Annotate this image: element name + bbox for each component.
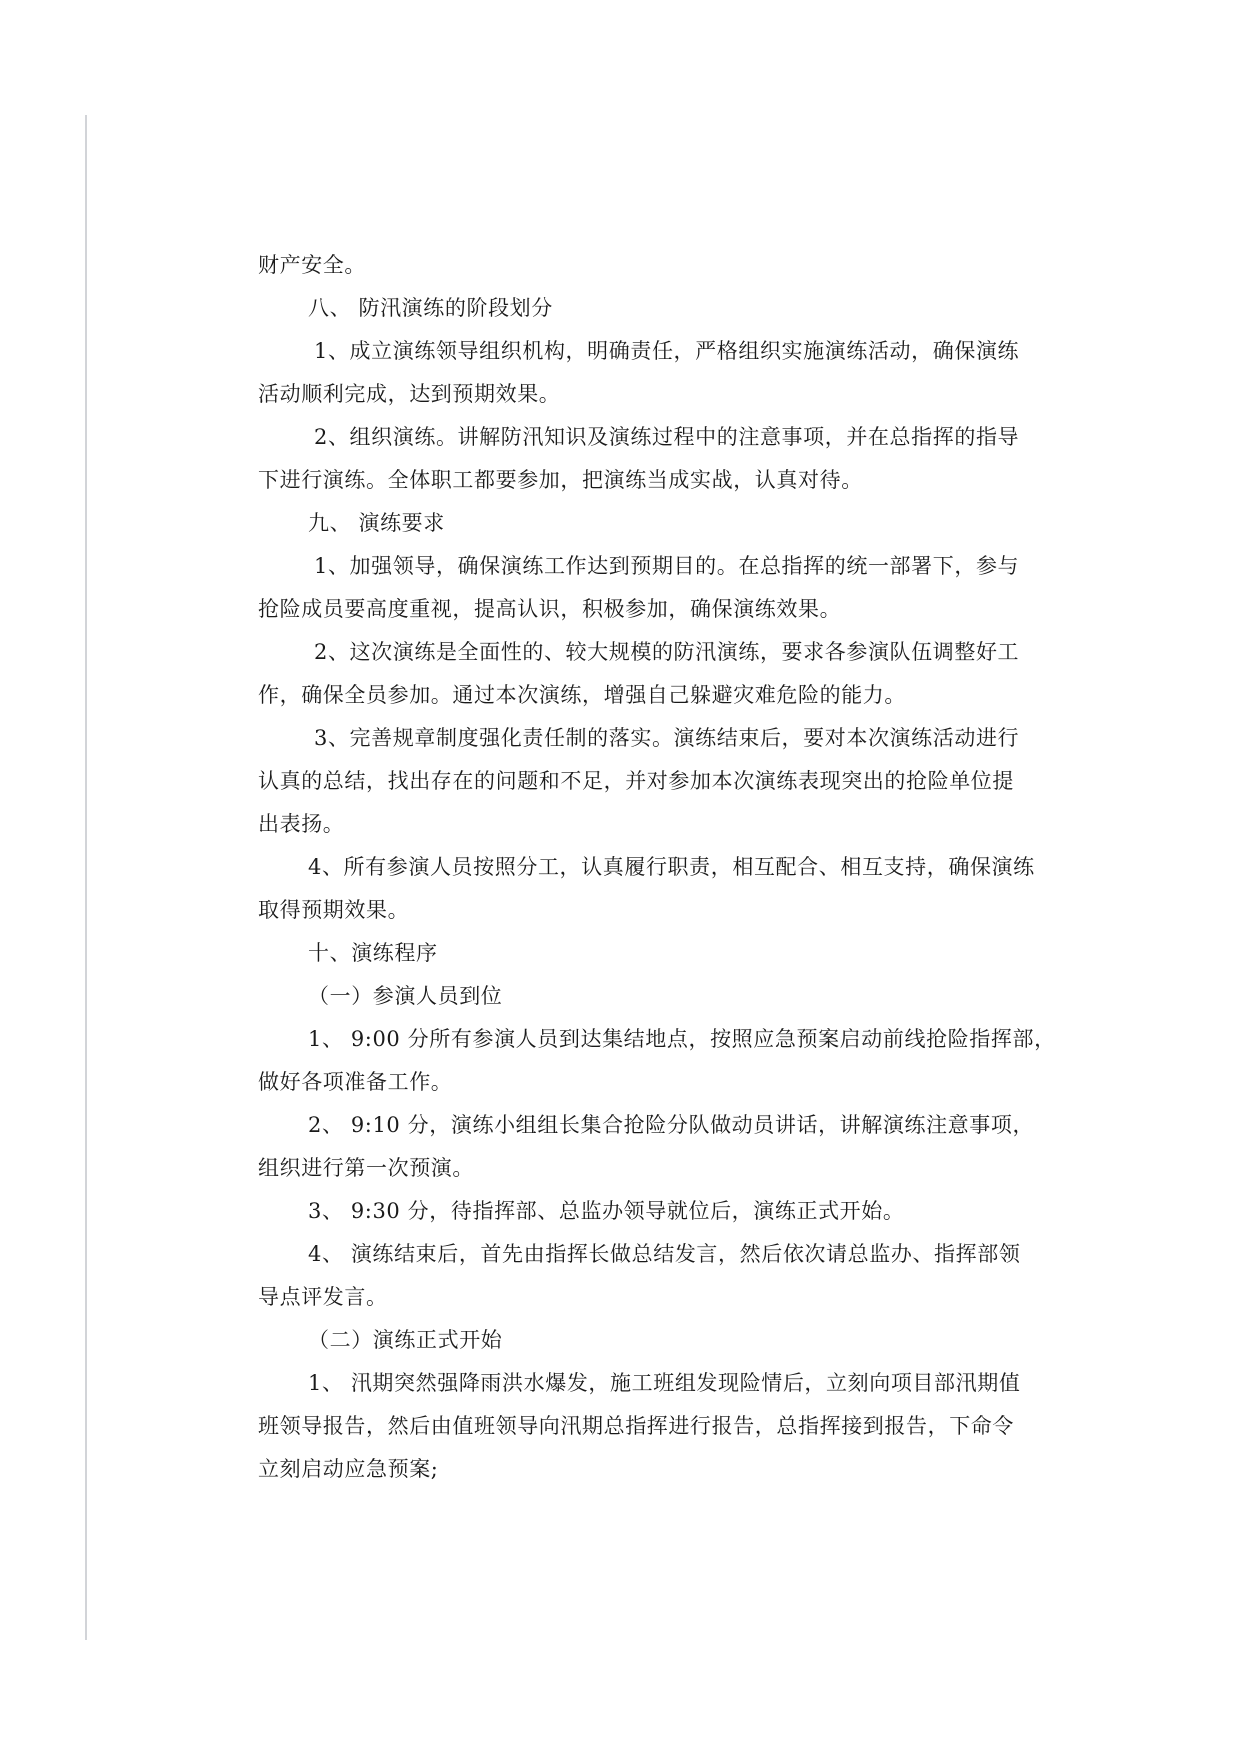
text-line: 3、 9:30 分，待指挥部、总监办领导就位后，演练正式开始。: [308, 1199, 905, 1223]
text-line: 导点评发言。: [258, 1285, 388, 1309]
text-line: 活动顺利完成，达到预期效果。: [258, 382, 561, 406]
text-line: 班领导报告，然后由值班领导向汛期总指挥进行报告，总指挥接到报告，下命令: [258, 1414, 1014, 1438]
text-line: 组织进行第一次预演。: [258, 1156, 474, 1180]
text-line: 立刻启动应急预案;: [258, 1457, 439, 1481]
section-heading: 八、 防汛演练的阶段划分: [308, 296, 553, 320]
text-line: 2、 9:10 分，演练小组组长集合抢险分队做动员讲话，讲解演练注意事项，: [308, 1113, 1035, 1137]
text-line: 做好各项准备工作。: [258, 1070, 453, 1094]
text-line: 抢险成员要高度重视，提高认识，积极参加，确保演练效果。: [258, 597, 842, 621]
text-line: 4、 演练结束后，首先由指挥长做总结发言，然后依次请总监办、指挥部领: [308, 1242, 1021, 1266]
subsection-heading: （二）演练正式开始: [308, 1328, 503, 1352]
text-line: 认真的总结，找出存在的问题和不足，并对参加本次演练表现突出的抢险单位提: [258, 769, 1014, 793]
text-line: 1、 9:00 分所有参演人员到达集结地点，按照应急预案启动前线抢险指挥部，: [308, 1027, 1056, 1051]
text-line: 下进行演练。全体职工都要参加，把演练当成实战，认真对待。: [258, 468, 863, 492]
text-line: 出表扬。: [258, 812, 345, 836]
text-line: 财产安全。: [258, 253, 366, 277]
subsection-heading: （一）参演人员到位: [308, 984, 503, 1008]
text-line: 取得预期效果。: [258, 898, 410, 922]
section-heading: 十、演练程序: [308, 941, 438, 965]
text-line: 作，确保全员参加。通过本次演练，增强自己躲避灾难危险的能力。: [258, 683, 906, 707]
text-line: 3、完善规章制度强化责任制的落实。演练结束后，要对本次演练活动进行: [314, 726, 1020, 750]
text-line: 4、所有参演人员按照分工，认真履行职责，相互配合、相互支持，确保演练: [308, 855, 1035, 879]
text-line: 1、加强领导，确保演练工作达到预期目的。在总指挥的统一部署下，参与: [314, 554, 1020, 578]
text-line: 1、成立演练领导组织机构，明确责任，严格组织实施演练活动，确保演练: [314, 339, 1020, 363]
scan-edge-line: [85, 115, 87, 1640]
text-line: 1、 汛期突然强降雨洪水爆发，施工班组发现险情后，立刻向项目部汛期值: [308, 1371, 1021, 1395]
text-line: 2、组织演练。讲解防汛知识及演练过程中的注意事项，并在总指挥的指导: [314, 425, 1020, 449]
section-heading: 九、 演练要求: [308, 511, 445, 535]
text-line: 2、这次演练是全面性的、较大规模的防汛演练，要求各参演队伍调整好工: [314, 640, 1020, 664]
